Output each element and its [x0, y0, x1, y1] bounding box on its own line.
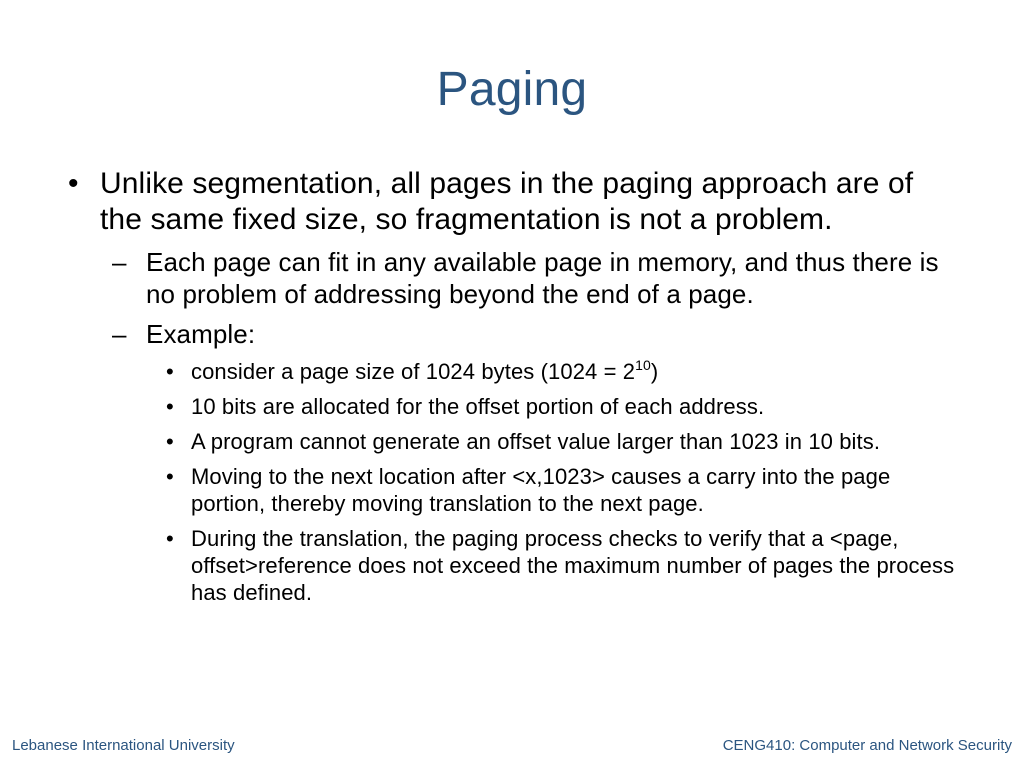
bullet-level-2 [60, 246, 960, 310]
footer-course: CENG410: Computer and Network Security [722, 737, 1012, 754]
bullet-level-3 [60, 463, 960, 517]
bullet-text: During the translation, the paging process checks to verify that a <page, offset>reference does not exceed the maximum number of pages the process has defined. [191, 526, 955, 605]
bullet-text: consider a page size of 1024 bytes (1024 = 2 [191, 359, 636, 384]
bullet-level-2 [60, 318, 960, 350]
bullet-text: Moving to the next location after <x,1023> causes a carry into the page portion, thereby moving translation to the next page. [191, 464, 891, 516]
footer-university: Lebanese International University [12, 737, 235, 754]
bullet-marker: • [166, 526, 174, 551]
bullet-text: Example: [146, 319, 256, 349]
dash-marker: – [112, 319, 127, 349]
bullet-text-end: ) [650, 359, 659, 384]
slide-body [60, 166, 960, 614]
bullet-text: 10 bits are allocated for the offset portion of each address. [191, 394, 765, 419]
dash-marker: – [112, 247, 127, 277]
bullet-marker: • [166, 394, 174, 419]
bullet-marker: • [166, 464, 174, 489]
bullet-level-3 [60, 428, 960, 455]
bullet-level-3 [60, 358, 960, 385]
superscript: 10 [635, 356, 651, 373]
slide-title: Paging [436, 63, 588, 116]
bullet-marker: • [166, 429, 174, 454]
bullet-text: Unlike segmentation, all pages in the paging approach are of the same fixed size, so fragmentation is not a problem. [100, 167, 914, 236]
bullet-text: A program cannot generate an offset value larger than 1023 in 10 bits. [191, 429, 881, 454]
bullet-marker: • [68, 167, 79, 200]
bullet-level-3 [60, 393, 960, 420]
bullet-level-3 [60, 525, 960, 606]
bullet-level-1 [60, 166, 960, 238]
bullet-marker: • [166, 359, 174, 384]
bullet-text: Each page can fit in any available page in memory, and thus there is no problem of addressing beyond the end of a page. [146, 247, 939, 309]
